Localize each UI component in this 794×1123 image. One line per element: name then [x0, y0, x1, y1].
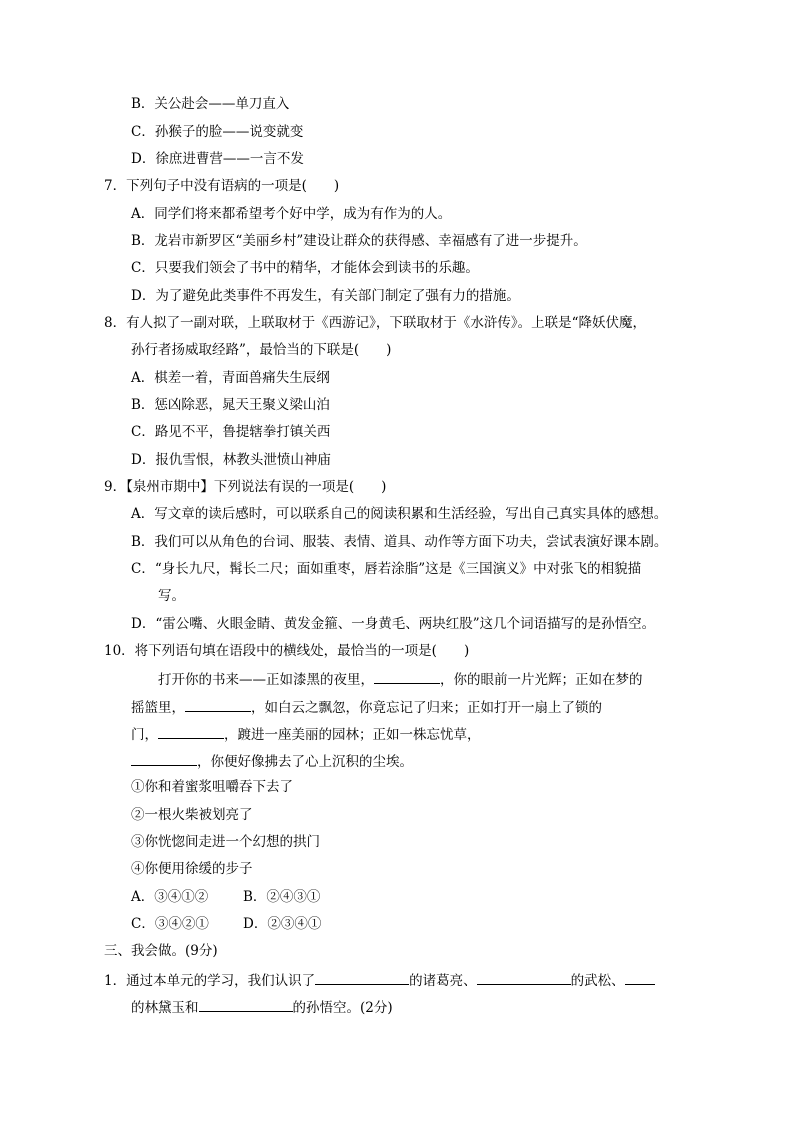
q10-passage-text: ，踱进一座美丽的园林；正如一株忘忧草， [224, 727, 481, 743]
q10-option-c: C．③④②① [131, 916, 209, 932]
q9-option-b: B．我们可以从角色的台词、服装、表情、道具、动作等方面下功夫，尝试表演好课本剧。 [131, 534, 668, 550]
q10-passage-text: ，如白云之飘忽，你竟忘记了归来；正如打开一扇上了锁的 [251, 700, 602, 716]
q9-stem: 9．【泉州市期中】下列说法有误的一项是( ) [104, 479, 387, 495]
q10-sentence-1: ①你和着蜜浆咀嚼吞下去了 [131, 779, 293, 795]
q10-stem: 10．将下列语句填在语段中的横线处，最恰当的一项是( ) [104, 643, 470, 659]
section-3-heading: 三、我会做。(9分) [104, 943, 218, 959]
q6-option-b: B．关公赴会——单刀直入 [131, 96, 290, 112]
q8-option-a: A．棋差一着，青面兽痛失生辰纲 [131, 370, 330, 386]
fill-blank-3[interactable] [158, 724, 224, 739]
q10-passage-text: 摇篮里， [131, 700, 185, 716]
fill-blank-zhuge-liang[interactable] [315, 970, 409, 985]
q7-option-d: D．为了避免此类事件不再发生，有关部门制定了强有力的措施。 [131, 288, 520, 304]
q10-passage-line1 [158, 669, 643, 689]
q9-option-c-line2: 写。 [158, 588, 185, 604]
q10-passage-line2 [131, 697, 602, 717]
q10-passage-line4 [131, 751, 413, 771]
q10-sentence-3: ③你恍惚间走进一个幻想的拱门 [131, 834, 320, 850]
q10-passage-text: ，你便好像拂去了心上沉积的尘埃。 [197, 754, 413, 770]
q8-option-b: B．惩凶除恶，晁天王聚义梁山泊 [131, 397, 330, 413]
q9-option-a: A．写文章的读后感时，可以联系自己的阅读积累和生活经验，写出自己真实具体的感想。 [131, 506, 668, 522]
q10-passage-text: 打开你的书来——正如漆黑的夜里， [158, 672, 374, 688]
q8-option-c: C．路见不平，鲁提辖拳打镇关西 [131, 424, 331, 440]
q10-sentence-4: ④你便用徐缓的步子 [131, 861, 253, 877]
q6-option-c: C．孙猴子的脸——说变就变 [131, 124, 304, 140]
q7-option-a: A．同学们将来都希望考个好中学，成为有作为的人。 [131, 206, 452, 222]
fill-blank-lin-daiyu-part1[interactable] [625, 970, 655, 985]
q10-passage-text: 门， [131, 727, 158, 743]
q10-option-d: D．②③④① [243, 916, 322, 932]
q7-stem: 7．下列句子中没有语病的一项是( ) [104, 178, 340, 194]
q10-sentence-2: ②一根火柴被划亮了 [131, 807, 253, 823]
q10-option-a: A．③④①② [131, 889, 209, 905]
q7-option-b: B．龙岩市新罗区“美丽乡村”建设让群众的获得感、幸福感有了进一步提升。 [131, 233, 587, 249]
fill-blank-wu-song[interactable] [477, 970, 571, 985]
q10-passage-line3 [131, 724, 481, 744]
q10-passage-text: ，你的眼前一片光辉；正如在梦的 [440, 672, 643, 688]
q9-option-d: D．“雷公嘴、火眼金睛、黄发金箍、一身黄毛、两块红股”这几个词语描写的是孙悟空。 [131, 616, 656, 632]
q8-option-d: D．报仇雪恨，林教头泄愤山神庙 [131, 452, 331, 468]
fill-blank-1[interactable] [374, 669, 440, 684]
fill-blank-2[interactable] [185, 697, 251, 712]
q8-stem-line2: 孙行者扬威取经路”，最恰当的下联是( ) [131, 342, 392, 358]
section-3-q1-line1 [104, 970, 655, 990]
section-3-q1-line2 [131, 997, 393, 1017]
q8-stem-line1: 8．有人拟了一副对联，上联取材于《西游记》，下联取材于《水浒传》。上联是“降妖伏魔， [104, 315, 646, 331]
q9-option-c-line1: C．“身长九尺，髯长二尺；面如重枣，唇若涂脂”这是《三国演义》中对张飞的相貌描 [131, 561, 642, 577]
section-3-q1-text: 的武松、 [570, 973, 625, 989]
section-3-q1-text: 的诸葛亮、 [409, 973, 477, 989]
fill-blank-sun-wukong[interactable] [199, 997, 293, 1012]
q6-option-d: D．徐庶进曹营——一言不发 [131, 151, 304, 167]
section-3-q1-text: 1．通过本单元的学习，我们认识了 [104, 973, 316, 989]
section-3-q1-text: 的孙悟空。(2分) [292, 1000, 393, 1016]
fill-blank-4[interactable] [131, 751, 197, 766]
q7-option-c: C．只要我们领会了书中的精华，才能体会到读书的乐趣。 [131, 260, 479, 276]
section-3-q1-text: 的林黛玉和 [131, 1000, 199, 1016]
q10-option-b: B．②④③① [243, 889, 321, 905]
